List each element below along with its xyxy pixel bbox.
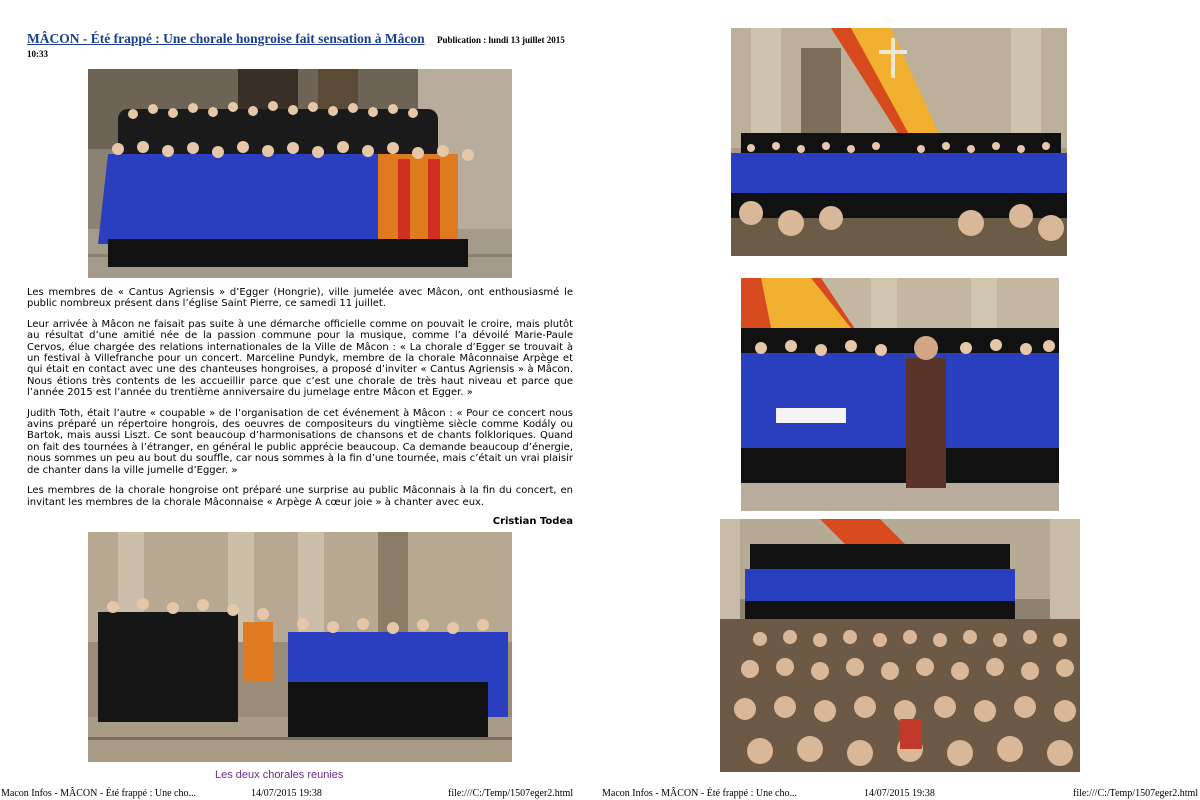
church-concert-photo bbox=[731, 28, 1067, 256]
footer-right-title: Macon Infos - MÂCON - Été frappé : Une cho... bbox=[602, 788, 797, 799]
footer-left-datetime: 14/07/2015 19:38 bbox=[251, 788, 322, 799]
publication-time: 10:33 bbox=[27, 49, 48, 59]
article-title[interactable]: MÂCON - Été frappé : Une chorale hongroise fait sensation à Mâcon bbox=[27, 31, 425, 46]
paragraph-1: Les membres de « Cantus Agriensis » d’Egger (Hongrie), ville jumelée avec Mâcon, ont enthousiasmé le public nombreux présent dans l’église Saint Pierre, ce samedi 11 juillet. bbox=[27, 287, 573, 310]
footer-right-url[interactable]: file:///C:/Temp/1507eger2.html bbox=[1073, 788, 1199, 799]
paragraph-3: Judith Toth, était l’autre « coupable » de l’organisation de cet événement à Mâcon : « Pour ce concert nous avins préparé un répertoire hongrois, des oeuvres de compositeurs du vingtième siècle comme Kodály ou Bartok, mais aussi Liszt. Ce sont beaucoup d’harmonisations de chansons et de chants folkloriques. Quand on fait des tournées à l’étranger, en général le public apprécie beaucoup. Ca demande beaucoup d’énergie, nous sommes un peu au bout du souffle, car nous sommes à la fin d’une tournée, mais c’était un vrai plaisir de chanter dans la ville jumelle d’Egger. » bbox=[27, 407, 573, 476]
footer-left-title: Macon Infos - MÂCON - Été frappé : Une cho... bbox=[1, 788, 196, 799]
paragraph-4: Les membres de la chorale hongroise ont préparé une surprise au public Mâconnais à la fin du concert, en invitant les membres de la chorale Mâconnaise « Arpège A cœur joie » à chanter avec eux. bbox=[27, 485, 573, 508]
photo-caption: Les deux chorales reunies bbox=[215, 769, 344, 781]
article-body bbox=[27, 287, 573, 527]
paragraph-2: Leur arrivée à Mâcon ne faisait pas suite à une démarche officielle comme on pouvait le croire, mais plutôt au résultat d’une amitié née de la passion commune pour la musique, comme l’a dévoilé Marie-Paule Cervos, élue chargée des relations internationales de la Ville de Mâcon : « La chorale d’Egger se trouvait à un festival à Villefranche pour un concert. Marceline Pundyk, membre de la chorale Mâconnaise Arpège et qui était en contact avec une des chanteuses hongroises, a proposé d’inviter « Cantus Agriensis » à Mâcon. Nous étions très contents de les accueillir parce que c’est une chorale de très haut niveau et parce que l’année 2015 est l’année du trentième anniversaire du jumelage entre Mâcon et Egger. » bbox=[27, 318, 573, 399]
article-author: Cristian Todea bbox=[492, 515, 573, 527]
audience-photo bbox=[720, 519, 1080, 772]
footer-left-url[interactable]: file:///C:/Temp/1507eger2.html bbox=[448, 788, 574, 799]
publication-date: Publication : lundi 13 juillet 2015 bbox=[437, 35, 565, 45]
choir-group-photo bbox=[88, 69, 512, 278]
two-choirs-photo bbox=[88, 532, 512, 762]
soloist-photo bbox=[741, 278, 1059, 511]
footer-right-datetime: 14/07/2015 19:38 bbox=[864, 788, 935, 799]
